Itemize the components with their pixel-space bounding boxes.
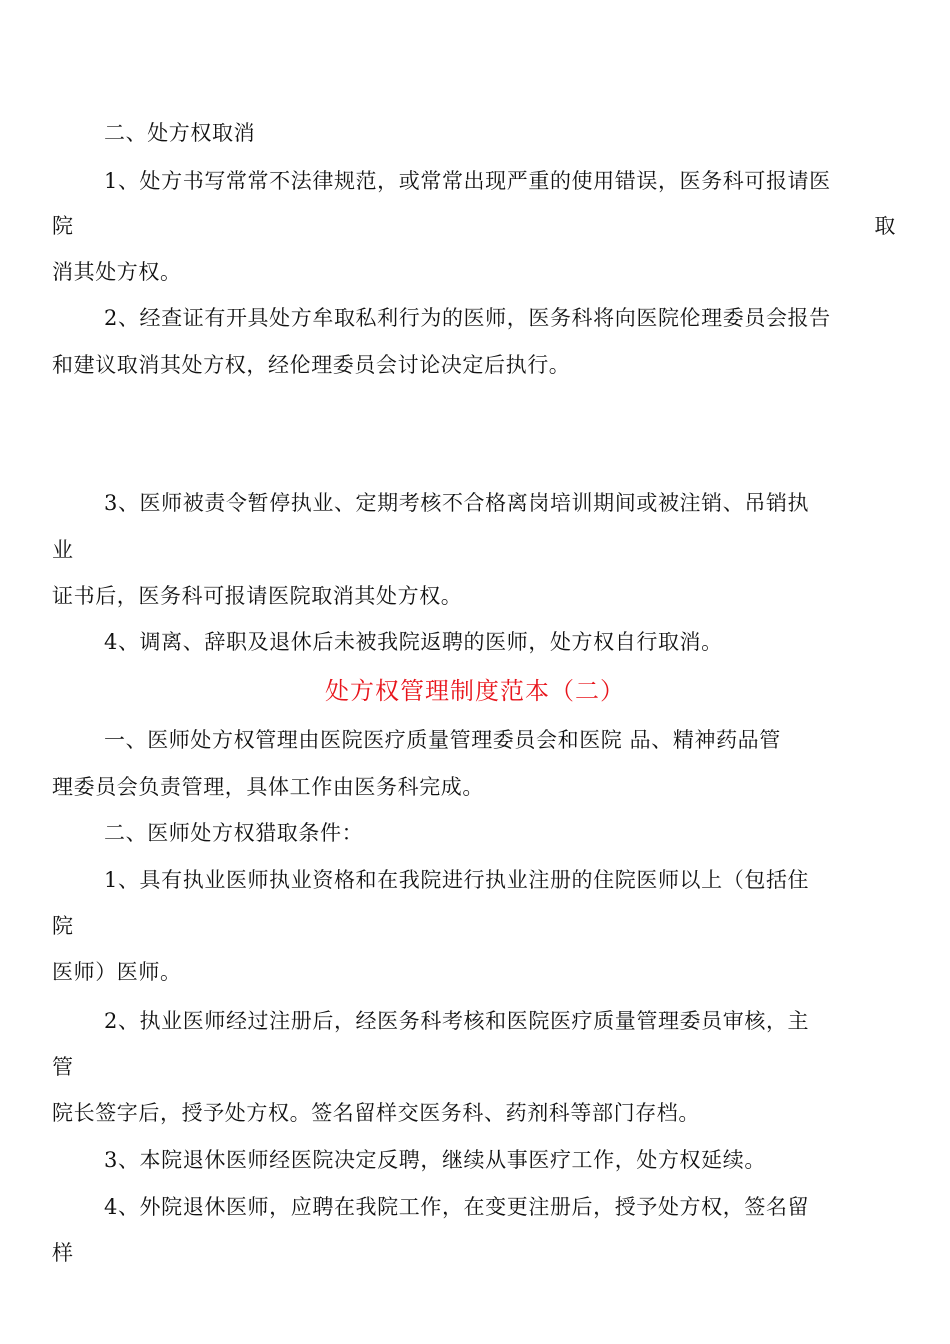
paragraph-line: 4、外院退休医师，应聘在我院工作，在变更注册后，授予处方权，签名留 bbox=[104, 1195, 810, 1219]
paragraph-line: 和建议取消其处方权，经伦理委员会讨论决定后执行。 bbox=[52, 353, 571, 377]
line-end-char: 取 bbox=[874, 214, 896, 238]
paragraph-line: 理委员会负责管理，具体工作由医务科完成。 bbox=[52, 775, 484, 799]
paragraph-line: 二、医师处方权猎取条件： bbox=[104, 821, 364, 845]
line-start-char: 院 bbox=[52, 214, 74, 238]
paragraph-line: 院长签字后，授予处方权。签名留样交医务科、药剂科等部门存档。 bbox=[52, 1101, 700, 1125]
paragraph-line: 2、经查证有开具处方牟取私利行为的医师，医务科将向医院伦理委员会报告 bbox=[104, 306, 831, 330]
paragraph-line: 1、具有执业医师执业资格和在我院进行执业注册的住院医师以上（包括住 bbox=[104, 868, 810, 892]
paragraph-line: 一、医师处方权管理由医院医疗质量管理委员会和医院 品、精神药品管 bbox=[104, 728, 781, 752]
paragraph-line: 样 bbox=[52, 1241, 74, 1265]
paragraph-line: 1、处方书写常常不法律规范，或常常出现严重的使用错误，医务科可报请医 bbox=[104, 169, 831, 193]
paragraph-line: 管 bbox=[52, 1055, 74, 1079]
paragraph-line: 医师）医师。 bbox=[52, 960, 182, 984]
paragraph-line: 业 bbox=[52, 538, 74, 562]
paragraph-line: 3、医师被责令暂停执业、定期考核不合格离岗培训期间或被注销、吊销执 bbox=[104, 491, 810, 515]
paragraph-line: 4、调离、辞职及退休后未被我院返聘的医师，处方权自行取消。 bbox=[104, 630, 723, 654]
paragraph-line: 消其处方权。 bbox=[52, 260, 182, 284]
paragraph-line: 院 bbox=[52, 914, 74, 938]
document-title: 处方权管理制度范本（二） bbox=[325, 677, 625, 705]
section-heading: 二、处方权取消 bbox=[104, 121, 256, 145]
paragraph-line: 3、本院退休医师经医院决定反聘，继续从事医疗工作，处方权延续。 bbox=[104, 1148, 766, 1172]
paragraph-line: 证书后，医务科可报请医院取消其处方权。 bbox=[52, 584, 463, 608]
paragraph-line-justified bbox=[52, 211, 896, 241]
paragraph-line: 2、执业医师经过注册后，经医务科考核和医院医疗质量管理委员审核，主 bbox=[104, 1009, 810, 1033]
